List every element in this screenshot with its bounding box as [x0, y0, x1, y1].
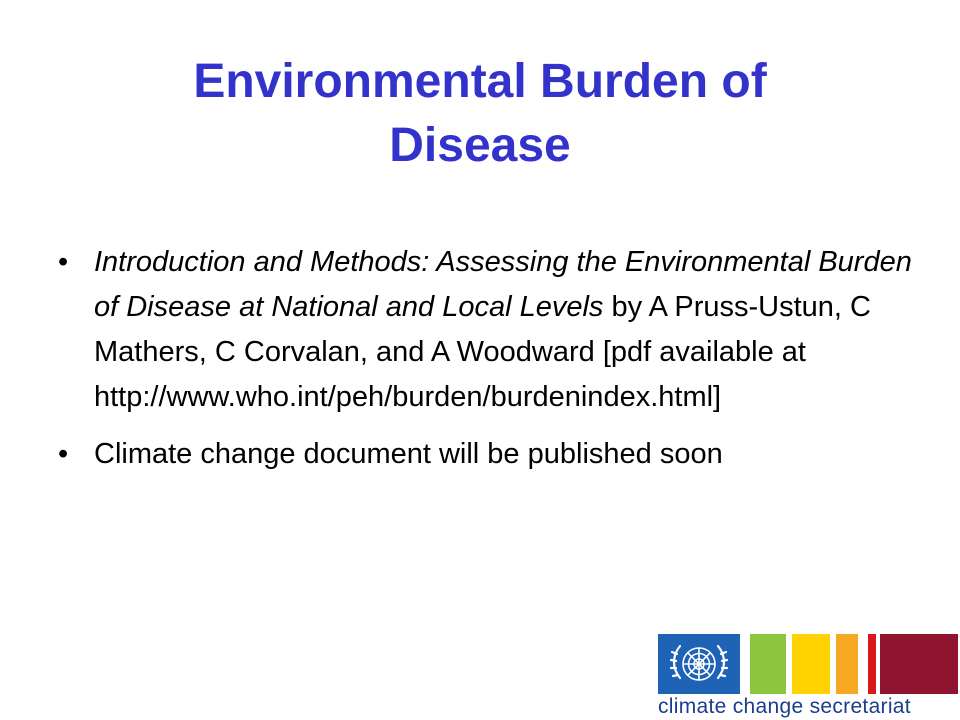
bullet-marker: • [58, 438, 69, 470]
title-line-1: Environmental Burden of [193, 55, 767, 108]
bullet-item-climate [58, 432, 918, 477]
bullet-item-reference [58, 240, 918, 420]
logo-bar-blue [658, 634, 740, 694]
logo-bar-orange [836, 634, 858, 694]
logo-bar-yellow [792, 634, 830, 694]
reference-details: by A Pruss-Ustun, C Mathers, C Corvalan, and A Woodward [pdf available at http://www.who.int/peh/burden/burdenindex.html] [94, 291, 871, 413]
bullet-list [58, 240, 918, 489]
title-line-2: Disease [389, 119, 571, 172]
climate-note: Climate change document will be published soon [94, 438, 723, 470]
logo-color-bars [658, 634, 958, 694]
logo-bar-red [868, 634, 876, 694]
logo-wordmark: climate change secretariat [658, 695, 911, 718]
slide-title [80, 50, 880, 178]
logo-bar-green [750, 634, 786, 694]
bullet-marker: • [58, 246, 69, 278]
reference-title: Introduction and Methods: Assessing the Environmental Burden of Disease at National and Local Levels [94, 246, 912, 323]
climate-change-secretariat-logo [658, 634, 958, 720]
logo-bar-maroon [880, 634, 958, 694]
un-emblem-icon [658, 634, 740, 694]
